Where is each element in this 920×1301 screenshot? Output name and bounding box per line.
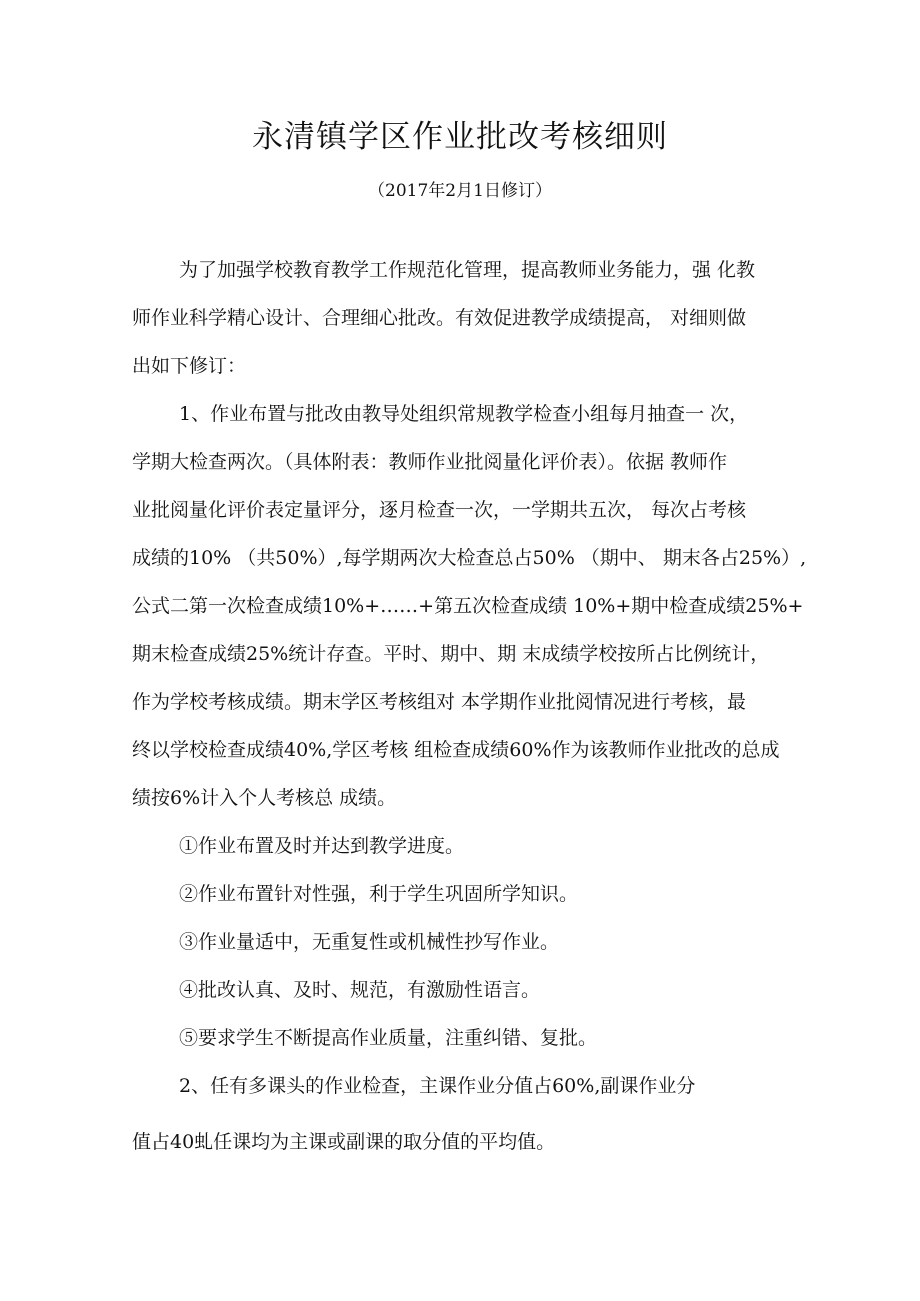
paragraph-item-2 [132, 1062, 812, 1166]
paragraph-line: 为了加强学校教育教学工作规范化管理，提高教师业务能力，强 化教 [179, 259, 756, 281]
document-title: 永清镇学区作业批改考核细则 [252, 119, 668, 155]
document-subtitle: （2017年2月1日修订） [368, 181, 552, 201]
paragraph-line: 终以学校检查成绩40%,学区考核 组检查成绩60%作为该教师作业批改的总成 [132, 739, 780, 761]
paragraph-line: 1、作业布置与批改由教导处组织常规教学检查小组每月抽查一 次， [179, 403, 749, 425]
paragraph-line: 期末检查成绩25%统计存查。平时、期中、期 末成绩学校按所占比例统计， [132, 643, 770, 665]
criterion-1: ①作业布置及时并达到教学进度。 [179, 835, 465, 857]
paragraph-intro [132, 246, 812, 390]
criterion-5: ⑤要求学生不断提高作业质量，注重纠错、复批。 [179, 1027, 598, 1049]
criterion-2: ②作业布置针对性强，利于学生巩固所学知识。 [179, 883, 579, 905]
paragraph-line: 值占40虬任课均为主课或副课的取分值的平均值。 [132, 1131, 556, 1153]
paragraph-line: 师作业科学精心设计、合理细心批改。有效促进教学成绩提高， 对细则做 [132, 307, 747, 329]
paragraph-line: 绩按6%计入个人考核总 成绩。 [132, 787, 397, 809]
paragraph-line: 作为学校考核成绩。期末学区考核组对 本学期作业批阅情况进行考核，最 [132, 691, 747, 713]
document-body [132, 246, 812, 1166]
criterion-4: ④批改认真、及时、规范，有激励性语言。 [179, 979, 541, 1001]
paragraph-line: 学期大检查两次。（具体附表：教师作业批阅量化评价表）。依据 教师作 [132, 451, 728, 473]
paragraph-line: 公式二第一次检查成绩10%+……+第五次检查成绩 10%+期中检查成绩25%+ [132, 595, 804, 617]
paragraph-line: 出如下修订： [132, 355, 247, 377]
paragraph-line: 2、任有多课头的作业检查，主课作业分值占60%,副课作业分 [179, 1075, 696, 1097]
paragraph-line: 业批阅量化评价表定量评分，逐月检查一次，一学期共五次， 每次占考核 [132, 499, 747, 521]
criterion-3: ③作业量适中，无重复性或机械性抄写作业。 [179, 931, 560, 953]
paragraph-line: 成绩的10% （共50%）,每学期两次大检查总占50% （期中、 期末各占25%）, [132, 547, 807, 569]
paragraph-item-1 [132, 390, 812, 822]
